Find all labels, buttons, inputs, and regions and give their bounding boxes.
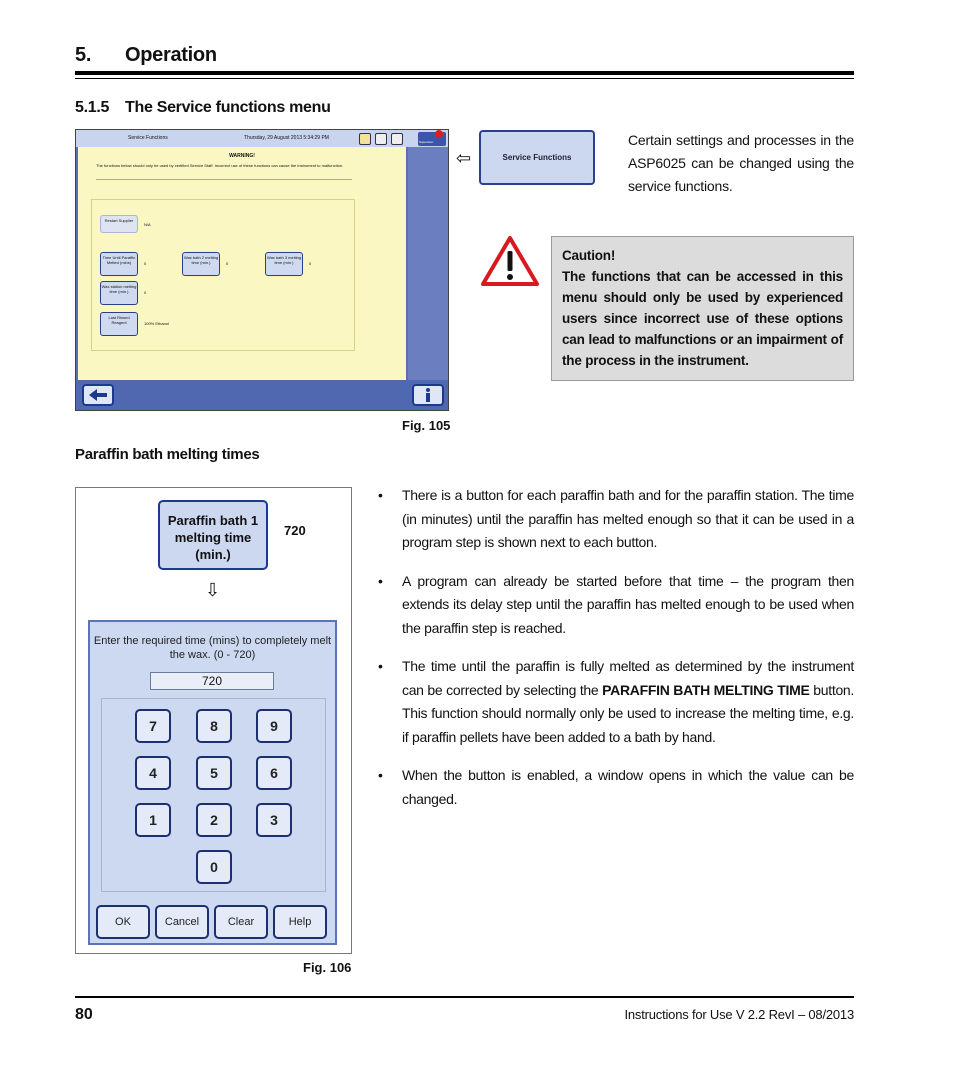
- screen-sidebar: [408, 147, 448, 381]
- warning-triangle-icon: [480, 235, 540, 287]
- status-icon: [391, 133, 403, 145]
- mini-value: 100% Ethanol: [144, 321, 169, 326]
- mini-value: N/A: [144, 222, 151, 227]
- mini-value: 0: [144, 290, 147, 295]
- bullet-text-pre: The time until the paraffin is fully melted as determined by the instrument can be corrected by selecting the: [402, 658, 854, 698]
- list-item: [378, 655, 854, 749]
- supervisor-label: Supervisor: [419, 140, 434, 144]
- mini-button: [182, 252, 220, 276]
- list-item: [378, 764, 854, 811]
- key-3: 3: [256, 803, 292, 837]
- header-rule: [75, 71, 854, 75]
- numeric-entry-dialog: [88, 620, 337, 945]
- alarm-icon: [435, 130, 443, 138]
- key-9: 9: [256, 709, 292, 743]
- dialog-prompt: Enter the required time (mins) to completely melt the wax. (0 - 720): [93, 635, 332, 661]
- bullet-text: A program can already be started before that time – the program then extends its delay step until the paraffin has melted enough to be used when the paraffin step is reached.: [402, 572, 854, 636]
- screen-bottom-bar: [76, 380, 448, 410]
- bullet-text-emphasis: PARAFFIN BATH MELTING TIME: [602, 681, 810, 698]
- back-button: [82, 384, 114, 406]
- bullet-list: [378, 484, 854, 826]
- warning-text: The functions below should only be used by certified Service Staff. Incorrect use of these functions can cause the instrument to malfunction.: [96, 163, 344, 168]
- list-item: [378, 570, 854, 641]
- bullet-text: When the button is enabled, a window opens in which the value can be changed.: [402, 767, 854, 807]
- warning-heading: WARNING!: [229, 153, 255, 159]
- key-5: 5: [196, 756, 232, 790]
- mini-button-label: Wax bath 2 melting time (min.): [183, 255, 219, 265]
- back-arrow-icon: [84, 386, 112, 404]
- screen-date: Thursday, 29 August 2013 5:34:29 PM: [244, 135, 329, 141]
- caution-box: [551, 236, 854, 381]
- list-item: [378, 484, 854, 555]
- left-arrow-icon: ⇦: [456, 148, 472, 168]
- info-icon: [414, 386, 442, 404]
- intro-paragraph: Certain settings and processes in the ASP6025 can be changed using the service functions.: [628, 132, 854, 194]
- mini-button: [265, 252, 303, 276]
- screen-title: Service Functions: [128, 135, 168, 141]
- mini-button-label: Restart Supplier: [104, 218, 134, 223]
- caution-text: The functions that can be accessed in this menu should only be used by experienced users since incorrect use of these options can lead to malfunctions or an impairment of the process in the instrument.: [562, 269, 843, 368]
- status-icon: [375, 133, 387, 145]
- clear-button: Clear: [214, 905, 268, 939]
- page-number: 80: [75, 1006, 93, 1023]
- cancel-button: Cancel: [155, 905, 209, 939]
- bullet-icon: •: [378, 572, 383, 589]
- section-heading: [75, 99, 331, 117]
- mini-button-label: Time Until Paraffin Melted (mins): [102, 255, 136, 265]
- section-title: The Service functions menu: [125, 99, 331, 116]
- bullet-icon: •: [378, 658, 383, 674]
- mini-button: [100, 252, 138, 276]
- chapter-heading: [75, 44, 217, 67]
- status-icon: [359, 133, 371, 145]
- key-1: 1: [135, 803, 171, 837]
- service-functions-button: Service Functions: [479, 130, 595, 185]
- ok-button: OK: [96, 905, 150, 939]
- caution-title: Caution!: [562, 248, 616, 263]
- chapter-title: Operation: [125, 44, 217, 66]
- key-2: 2: [196, 803, 232, 837]
- paraffin-bath-1-button: Paraffin bath 1 melting time (min.): [158, 500, 268, 570]
- figure-caption: Fig. 105: [402, 418, 451, 433]
- down-arrow-icon: ⇩: [205, 580, 221, 600]
- help-button: Help: [273, 905, 327, 939]
- key-6: 6: [256, 756, 292, 790]
- key-0: 0: [196, 850, 232, 884]
- mini-button: [100, 312, 138, 336]
- bullet-text: There is a button for each paraffin bath and for the paraffin station. The time (in minutes) until the paraffin has melted enough so that it can be used in a program step is shown next to each button.: [402, 487, 854, 550]
- mini-button: [100, 281, 138, 305]
- supervisor-button: [418, 132, 446, 146]
- mini-value: 0: [144, 261, 147, 266]
- key-4: 4: [135, 756, 171, 790]
- bullet-icon: •: [378, 767, 383, 783]
- footer-text: Instructions for Use V 2.2 RevI – 08/2013: [624, 1007, 854, 1022]
- mini-value: 0: [309, 261, 312, 266]
- footer-rule: [75, 996, 854, 998]
- key-7: 7: [135, 709, 171, 743]
- chapter-number: 5.: [75, 44, 92, 66]
- mini-button-label: Last Rinsed Reagent: [108, 315, 130, 325]
- divider: [96, 179, 352, 180]
- section-number: 5.1.5: [75, 99, 110, 116]
- service-functions-screen: [75, 129, 449, 411]
- mini-button-label: Wax station melting time (min.): [101, 284, 137, 294]
- screen-title-bar: [76, 130, 448, 147]
- time-input-field: 720: [150, 672, 274, 690]
- mini-button-label: Wax bath 3 melting time (min.): [266, 255, 302, 265]
- bullet-text-post: button. This function should normally only be used to increase the melting time, e.g. if paraffin pellets have been added to a bath by hand.: [402, 681, 855, 745]
- screen-content: [78, 147, 406, 381]
- figure-caption: Fig. 106: [303, 960, 352, 975]
- key-8: 8: [196, 709, 232, 743]
- melting-time-value: 720: [284, 523, 306, 538]
- info-button: [412, 384, 444, 406]
- mini-value: 0: [226, 261, 229, 266]
- header-rule-thin: [75, 78, 854, 79]
- bullet-icon: •: [378, 487, 383, 503]
- mini-button: [100, 215, 138, 233]
- subheading: Paraffin bath melting times: [75, 446, 260, 463]
